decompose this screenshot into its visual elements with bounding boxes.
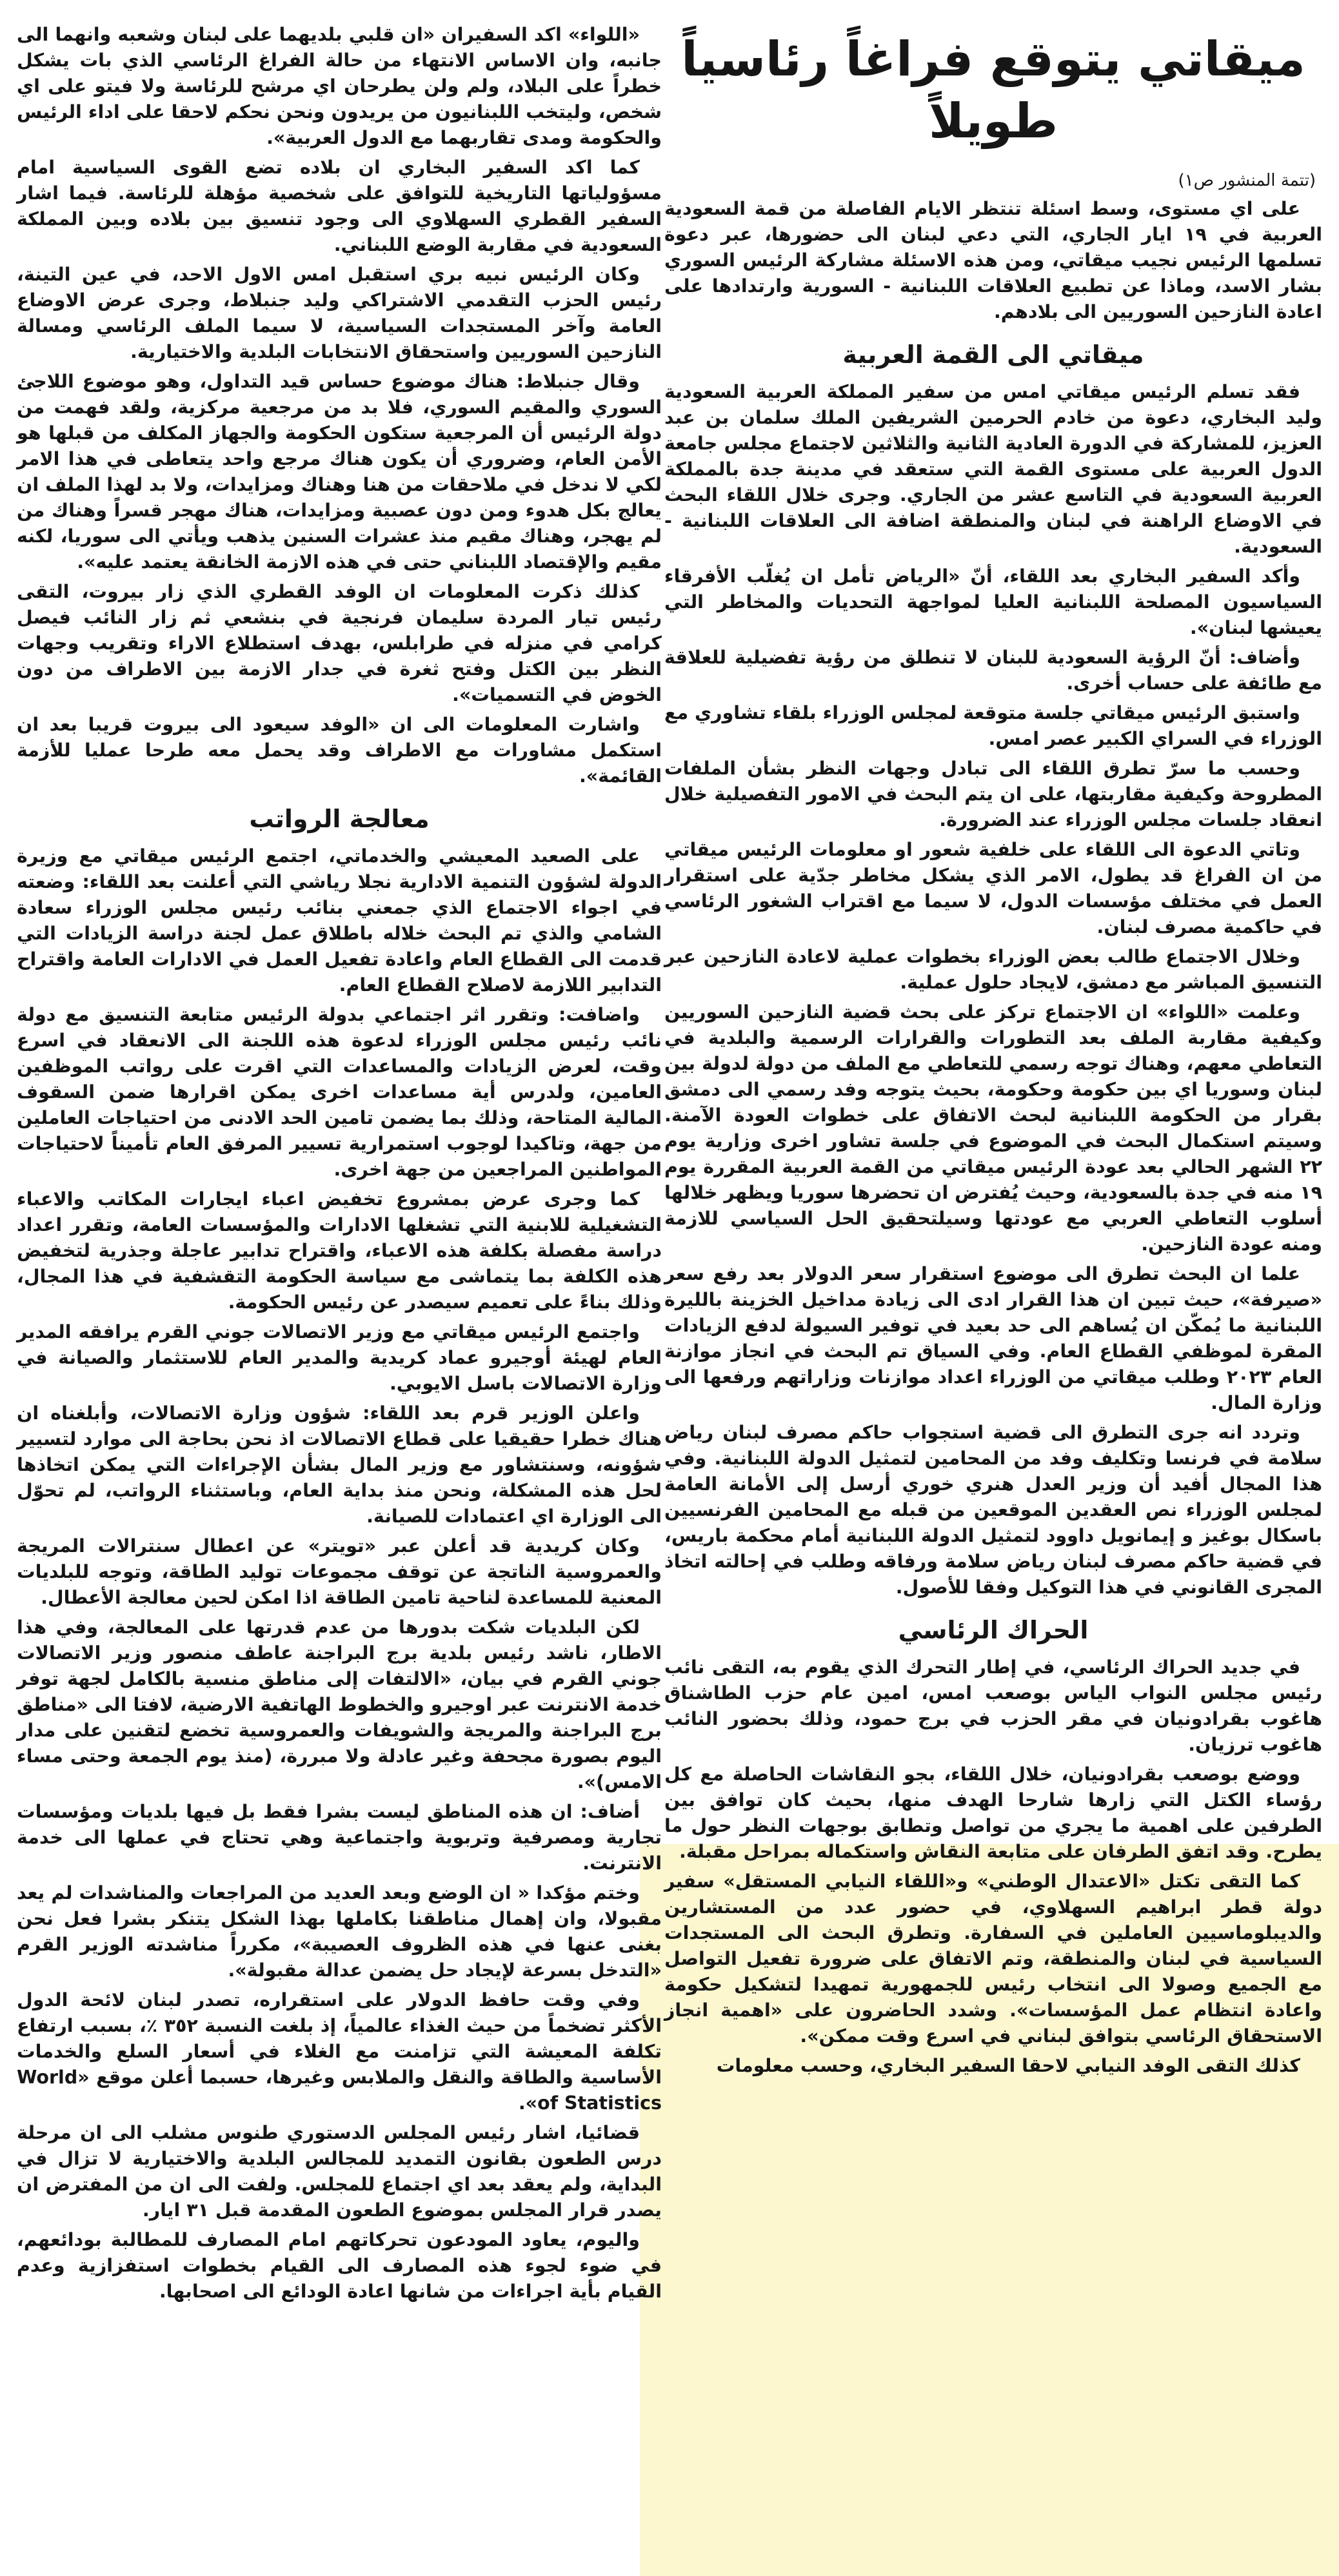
article-paragraph: فقد تسلم الرئيس ميقاتي امس من سفير المملكة العربية السعودية وليد البخاري، دعوة من خادم الحرمين الشريفين الملك سلمان بن عبد العزيز، للمشاركة في الدورة العادية الثانية والثلاثين لاجتماع مجلس جامعة الدول العربية على مستوى القمة التي ستعقد في مدينة جدة بالمملكة العربية السعودية في التاسع عشر من الجاري. وجرى خلال اللقاء البحث في الاوضاع الراهنة في لبنان والمنطقة اضافة الى العلاقات اللبنانية - السعودية. [664, 381, 1322, 557]
article-paragraph: واجتمع الرئيس ميقاتي مع وزير الاتصالات جوني القرم يرافقه المدير العام لهيئة أوجيرو عماد كريدية والمدير العام للاستثمار والصيانة في وزارة الاتصالات باسل الايوبي. [17, 1321, 662, 1394]
article-paragraph: واستبق الرئيس ميقاتي جلسة متوقعة لمجلس الوزراء بلقاء تشاوري مع الوزراء في السراي الكبير عصر امس. [664, 702, 1322, 749]
article-paragraph: واشارت المعلومات الى ان «الوفد سيعود الى بيروت قريبا بعد ان استكمل مشاورات مع الاطراف وقد يحمل معه طرحا عمليا للأزمة القائمة». [17, 714, 662, 787]
section-title-salaries: معالجة الرواتب [249, 805, 430, 833]
article-paragraph: واعلن الوزير قرم بعد اللقاء: شؤون وزارة الاتصالات، وأبلغناه ان هناك خطرا حقيقيا على قطاع الاتصالات اذ نحن بحاجة الى موارد لتسيير شؤونه، وسنتشاور مع وزير المال بشأن الإجراءات التي يمكن اتخاذها لحل هذه المشكلة، ونحن منذ بداية العام، وباستثناء الرواتب، لم تحوّل الى الوزارة اي اعتمادات للصيانة. [17, 1402, 662, 1527]
article-paragraph: على الصعيد المعيشي والخدماتي، اجتمع الرئيس ميقاتي مع وزيرة الدولة لشؤون التنمية الادارية نجلا رياشي التي أعلنت بعد اللقاء: وضعته في اجواء الاجتماع الذي جمعني بنائب رئيس مجلس الوزراء سعادة الشامي والذي تم البحث خلاله باطلاق عمل لجنة دراسة الزيادات التي قدمت الى القطاع العام واعادة تفعيل العمل في الادارات العامة واقتراح التدابير اللازمة لاصلاح القطاع العام. [17, 845, 662, 996]
article-paragraph: واضافت: وتقرر اثر اجتماعي بدولة الرئيس متابعة التنسيق مع دولة نائب رئيس مجلس الوزراء لدعوة هذه اللجنة الى الانعقاد في اسرع وقت، لعرض الزيادات والمساعدات التي اقرت على رواتب الموظفين العامين، ولدرس أية مساعدات اخرى يمكن اقرارها ضمن السقوف المالية المتاحة، وذلك بما يضمن تامين الحد الادنى من احتياجات العاملين من جهة، وتاكيدا لوجوب استمرارية تسيير المرفق العام تأميناً لاحتياجات المواطنين المراجعين من جهة اخرى. [17, 1004, 662, 1180]
article-paragraph: كما التقى تكتل «الاعتدال الوطني» و«اللقاء النيابي المستقل» سفير دولة قطر ابراهيم السهلاوي، في حضور عدد من المستشارين والديبلوماسيين العاملين في السفارة. وتطرق البحث الى المستجدات السياسية في لبنان والمنطقة، وتم الاتفاق على ضرورة تفعيل التواصل مع الجميع وصولا الى انتخاب رئيس للجمهورية تمهيدا لتشكيل حكومة واعادة انتظام عمل المؤسسات». وشدد الحاضرون على «اهمية انجاز الاستحقاق الرئاسي بتوافق لبناني في اسرع وقت ممكن». [664, 1871, 1322, 2047]
article-paragraph: وأضاف: أنّ الرؤية السعودية للبنان لا تنطلق من رؤية تفضيلية للعلاقة مع طائفة على حساب أخرى. [664, 647, 1322, 694]
article-paragraph: وحسب ما سرّ تطرق اللقاء الى تبادل وجهات النظر بشأن الملفات المطروحة وكيفية مقاربتها، على ان يتم البحث في الامور التفصيلية خلال انعقاد جلسات مجلس الوزراء عند الضرورة. [664, 758, 1322, 831]
article-paragraph: واليوم، يعاود المودعون تحركاتهم امام المصارف للمطالبة بودائعهم، في ضوء لجوء هذه المصارف الى القيام بخطوات استفزازية وعدم القيام بأية اجراءات من شانها اعادة الودائع الى اصحابها. [17, 2229, 662, 2302]
article-paragraph: وفي وقت حافظ الدولار على استقراره، تصدر لبنان لائحة الدول الأكثر تضخماً من حيث الغذاء عالمياً، إذ بلغت النسبة ٣٥٢ ٪، بسبب ارتفاع تكلفة المعيشة التي تزامنت مع الغلاء في أسعار السلع والخدمات الأساسية والطاقة والنقل والملابس وغيرها، حسبما أعلن موقع «World of Statistics». [17, 1989, 662, 2114]
article-paragraph: كذلك ذكرت المعلومات ان الوفد القطري الذي زار بيروت، التقى رئيس تيار المردة سليمان فرنجية في بنشعي ثم زار النائب فيصل كرامي في منزله في طرابلس، بهدف استطلاع الاراء وتقريب وجهات النظر بين الكتل وفتح ثغرة في جدار الازمة بين الاطراف من دون الخوض في التسميات». [17, 581, 662, 705]
article-paragraph: وعلمت «اللواء» ان الاجتماع تركز على بحث قضية النازحين السوريين وكيفية مقاربة الملف بعد التطورات والقرارات الرسمية والبلدية في التعاطي معهم، وهناك توجه رسمي للتعاطي مع الملف من دولة لدولة بين لبنان وسوريا اي بين حكومة وحكومة، بحيث يتوجه وفد رسمي الى دمشق بقرار من الحكومة اللبنانية لبحث الاتفاق على خطوات العودة الآمنة. وسيتم استكمال البحث في الموضوع في جلسة تشاور اخرى وزارية يوم ٢٢ الشهر الحالي بعد عودة الرئيس ميقاتي من القمة العربية المقررة يوم ١٩ منه في جدة بالسعودية، وحيث يُفترض ان تحضرها سوريا ويظهر خلالها أسلوب التعاطي العربي مع عودتها وسيلتحقيق الحل السياسي للازمة ومنه عودة النازحين. [664, 1001, 1322, 1255]
continuation-note: (تتمة المنشور ص١) [1178, 171, 1316, 190]
right-column [664, 0, 1322, 2083]
article-paragraph: وخلال الاجتماع طالب بعض الوزراء بخطوات عملية لاعادة النازحين عبر التنسيق المباشر مع دمشق، لايجاد حلول عملية. [664, 946, 1322, 993]
article-paragraph: كما اكد السفير البخاري ان بلاده تضع القوى السياسية امام مسؤولياتها التاريخية للتوافق على شخصية مؤهلة للرئاسة. فيما اشار السفير القطري السهلاوي الى وجود تنسيق بين بلاده وبين المملكة السعودية في مقاربة الوضع اللبناني. [17, 157, 662, 255]
article-paragraph: وقال جنبلاط: هناك موضوع حساس قيد التداول، وهو موضوع اللاجئ السوري والمقيم السوري، فلا بد من مرجعية مركزية، ولقد فهمت من دولة الرئيس أن المرجعية ستكون الحكومة والجهاز المكلف من قبلها هو الأمن العام، وضروري أن يكون هناك مرجع واحد يتعاطى في هذا الامر لكي لا ندخل في ملاحقات من هنا وهناك ومزايدات، ولا بد لهذا الملف ان يعالج بكل هدوء ومن دون عصبية ومزايدات، هناك مهجر قسراً وهناك من لم يهجر، وهناك مقيم منذ عشرات السنين يذهب ويأتي الى سوريا، لكنه مقيم والإقتصاد اللبناني حتى في هذه الازمة الخانقة يعتمد عليه». [17, 371, 662, 573]
left-column [17, 0, 662, 2308]
headline: ميقاتي يتوقع فراغاً رئاسياً طويلاً [681, 32, 1305, 149]
article-paragraph: أضاف: ان هذه المناطق ليست بشرا فقط بل فيها بلديات ومؤسسات تجارية ومصرفية وتربوية واجتماعية وهي تحتاج في عملها الى خدمة الانترنت. [17, 1801, 662, 1874]
article-paragraph: وتاتي الدعوة الى اللقاء على خلفية شعور او معلومات الرئيس ميقاتي من ان الفراغ قد يطول، الامر الذي يشكل مخاطر جدّية على استقرار العمل في مختلف مؤسسات الدول، لا سيما مع اقتراب الشغور الرئاسي في حاكمية مصرف لبنان. [664, 839, 1322, 938]
article-paragraph: كذلك التقى الوفد النيابي لاحقا السفير البخاري، وحسب معلومات [716, 2055, 1300, 2076]
article-paragraph: ووضع بوصعب بقرادونيان، خلال اللقاء، بجو النقاشات الحاصلة مع كل رؤساء الكتل التي زارها شارحا الهدف منها، بحيث كان توافق بين الطرفين على اهمية ما يجري من تواصل وتطابق بوجهات النظر حول ما يطرح. وقد اتفق الطرفان على متابعة النقاش واستكماله بمراحل مقبلة. [664, 1764, 1322, 1862]
article-paragraph: وأكد السفير البخاري بعد اللقاء، أنّ «الرياض تأمل ان يُغلّب الأفرقاء السياسيون المصلحة اللبنانية العليا لمواجهة التحديات والمخاطر التي يعيشها لبنان». [664, 565, 1322, 638]
article-paragraph: وختم مؤكدا « ان الوضع وبعد العديد من المراجعات والمناشدات لم يعد مقبولا، وان إهمال مناطقنا بكاملها بهذا الشكل يتنكر بشرا فعل نحن بغنى عنها في هذه الظروف العصيبة»، مكرراً مناشدته الوزير القرم «التدخل بسرعة لإيجاد حل يضمن عدالة مقبولة». [17, 1882, 662, 1981]
article-paragraph: كما وجرى عرض بمشروع تخفيض اعباء ايجارات المكاتب والاعباء التشغيلية للابنية التي تشغلها الادارات والمؤسسات العامة، وتقرر اعداد دراسة مفصلة بكلفة هذه الاعباء، واقتراح تدابير عاجلة وجذرية لتخفيض هذه الكلفة بما يتماشى مع سياسة الحكومة التقشفية في هذا المجال، وذلك بناءً على تعميم سيصدر عن رئيس الحكومة. [17, 1188, 662, 1313]
article-paragraph: وتردد انه جرى التطرق الى قضية استجواب حاكم مصرف لبنان رياض سلامة في فرنسا وتكليف وفد من المحامين لتمثيل الدولة اللبنانية. وفي هذا المجال أفيد أن وزير العدل هنري خوري أرسل إلى الأمانة العامة لمجلس الوزراء نص العقدين الموقعين من قبله مع المحامين الفرنسيين باسكال بوغيز و إيمانويل داوود لتمثيل الدولة اللبنانية أمام محكمة باريس، في قضية حاكم مصرف لبنان رياض سلامة ورفاقه وطلب في إحالته اتخاذ المجرى القانوني في هذا التوكيل وفقا للأصول. [664, 1422, 1322, 1598]
article-paragraph: في جديد الحراك الرئاسي، في إطار التحرك الذي يقوم به، التقى نائب رئيس مجلس النواب الياس بوصعب امس، امين عام حزب الطاشناق هاغوب بقرادونيان في مقر الحزب في برج حمود، وذلك بحضور النائب هاغوب ترزيان. [664, 1657, 1322, 1755]
article-paragraph: وكان الرئيس نبيه بري استقبل امس الاول الاحد، في عين التينة، رئيس الحزب التقدمي الاشتراكي وليد جنبلاط، وجرى عرض الاوضاع العامة وآخر المستجدات السياسية، لا سيما الملف الرئاسي ومسالة النازحين السوريين واستحقاق الانتخابات البلدية والاختيارية. [17, 264, 662, 362]
article-paragraph: وكان كريدية قد أعلن عبر «تويتر» عن اعطال سنترالات المريجة والعمروسية الناتجة عن توقف مجموعات توليد الطاقة، وتوجه للبلديات المعنية للمساعدة لناحية تامين الطاقة اذا امكن لحين معالجة الأعطال. [17, 1535, 662, 1608]
article-paragraph: على اي مستوى، وسط اسئلة تنتظر الايام الفاصلة من قمة السعودية العربية في ١٩ ايار الجاري، التي دعي لبنان الى حضورها، عبر دعوة تسلمها الرئيس نجيب ميقاتي، ومن هذه الاسئلة مشاركة الرئيس السوري بشار الاسد، وماذا عن تطبيع العلاقات اللبنانية - السورية وارتدادها على اعادة النازحين السوريين الى بلادهم. [664, 198, 1322, 322]
article-paragraph: لكن البلديات شكت بدورها من عدم قدرتها على المعالجة، وفي هذا الاطار، ناشد رئيس بلدية برج البراجنة عاطف منصور وزير الاتصالات جوني القرم في بيان، «الالتفات إلى مناطق منسية بالكامل لجهة توفر خدمة الانترنت عبر اوجيرو والخطوط الهاتفية الارضية، لافتا الى «مناطق برج البراجنة والمريجة والشويفات والعمروسية تخضع لتقنين على مدار اليوم بصورة مجحفة وغير عادلة ولا مبررة، (منذ يوم الجمعة وحتى مساء الامس)». [17, 1617, 662, 1793]
article-paragraph: «اللواء» اكد السفيران «ان قلبي بلديهما على لبنان وشعبه وانهما الى جانبه، وان الاساس الانتهاء من حالة الفراغ الرئاسي الذي بات يشكل خطراً على البلاد، ولم ولن يطرحان اي مرشح للرئاسة ولا فيتو على اي شخص، وليتخب اللبنانيون من يريدون ونحن نحكم لاحقا على اداء الرئيس والحكومة ومدى تقاربهما مع الدول العربية». [17, 24, 662, 148]
article-paragraph: علما ان البحث تطرق الى موضوع استقرار سعر الدولار بعد رفع سعر «صيرفة»، حيث تبين ان هذا القرار ادى الى زيادة مداخيل الخزينة بالليرة اللبنانية ما يُمكّن ان يُساهم الى حد بعيد في توفير السيولة لدفع الزيادات المقرة لموظفي القطاع العام. وفي السياق تم البحث في انجاز موازنة العام ٢٠٢٣ وطلب ميقاتي من الوزراء اعداد موازنات وزاراتهم ورفعها الى وزارة المال. [664, 1263, 1322, 1413]
section-title-presidential-movement: الحراك الرئاسي [898, 1616, 1089, 1644]
section-title-arab-summit: ميقاتي الى القمة العربية [842, 340, 1144, 369]
article-paragraph: قضائيا، اشار رئيس المجلس الدستوري طنوس مشلب الى ان مرحلة درس الطعون بقانون التمديد للمجالس البلدية والاختيارية لا تزال في البداية، ولم يعقد بعد اي اجتماع للمجلس. ولفت الى ان من المفترض ان يصدر قرار المجلس بموضوع الطعون المقدمة قبل ٣١ ايار. [17, 2122, 662, 2221]
